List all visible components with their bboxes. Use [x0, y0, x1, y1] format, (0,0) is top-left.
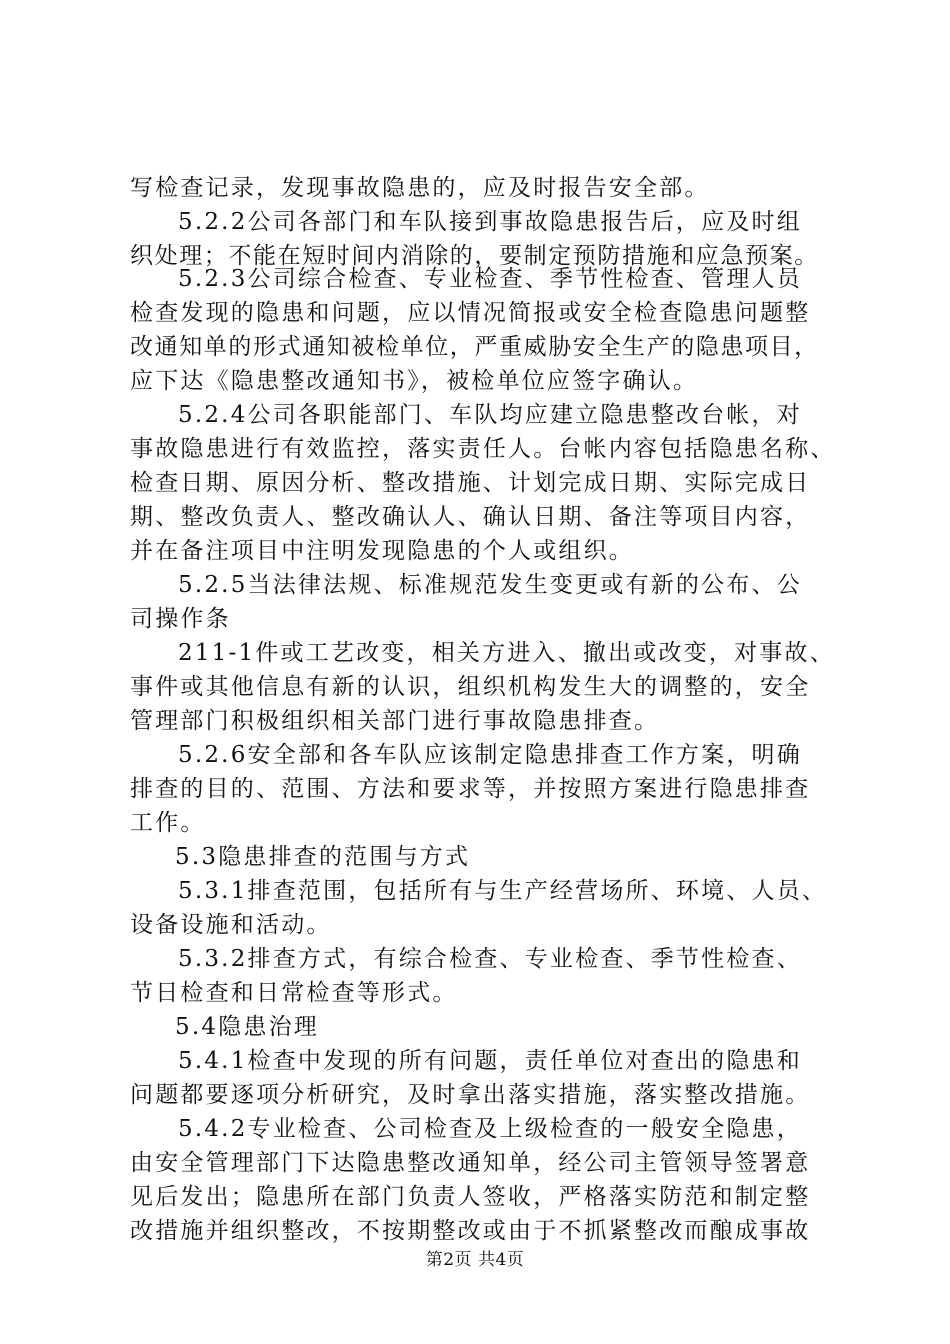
text-line: 问题都要逐项分析研究，及时拿出落实措施，落实整改措施。 — [130, 1082, 811, 1108]
text-line: 由安全管理部门下达隐患整改通知单，经公司主管领导签署意 — [130, 1150, 811, 1176]
text-line: 5.2.5当法律法规、标准规范发生变更或有新的公布、公 — [178, 572, 802, 598]
text-line: 5.3.2排查方式，有综合检查、专业检查、季节性检查、 — [178, 946, 802, 972]
page-number-footer: 第2页 共4页 — [425, 1250, 525, 1270]
text-line: 检查发现的隐患和问题，应以情况简报或安全检查隐患问题整 — [130, 300, 811, 326]
text-line: 见后发出；隐患所在部门负责人签收，严格落实防范和制定整 — [130, 1184, 811, 1210]
section-heading: 5.4隐患治理 — [175, 1014, 319, 1040]
text-line: 检查日期、原因分析、整改措施、计划完成日期、实际完成日 — [130, 470, 811, 496]
text-line: 5.2.3公司综合检查、专业检查、季节性检查、管理人员 — [178, 266, 802, 292]
text-line: 期、整改负责人、整改确认人、确认日期、备注等项目内容， — [130, 504, 811, 530]
text-line: 改措施并组织整改，不按期整改或由于不抓紧整改而酿成事故 — [130, 1218, 811, 1244]
text-line: 5.4.1检查中发现的所有问题，责任单位对查出的隐患和 — [178, 1048, 802, 1074]
text-line: 工作。 — [130, 810, 206, 836]
text-line: 5.3.1排查范围，包括所有与生产经营场所、环境、人员、 — [178, 878, 828, 904]
text-line: 织处理；不能在短时间内消除的，要制定预防措施和应急预案。 — [130, 243, 819, 269]
text-line: 事件或其他信息有新的认识，组织机构发生大的调整的，安全 — [130, 674, 811, 700]
text-line: 设备设施和活动。 — [130, 912, 332, 938]
text-line: 5.2.6安全部和各车队应该制定隐患排查工作方案，明确 — [178, 742, 802, 768]
text-line: 事故隐患进行有效监控，落实责任人。台帐内容包括隐患名称、 — [130, 436, 836, 462]
text-line: 5.2.4公司各职能部门、车队均应建立隐患整改台帐，对 — [178, 402, 802, 428]
text-line: 节日检查和日常检查等形式。 — [130, 980, 458, 1006]
text-line: 写检查记录，发现事故隐患的，应及时报告安全部。 — [130, 175, 710, 201]
text-line: 5.2.2公司各部门和车队接到事故隐患报告后，应及时组 — [178, 209, 802, 235]
text-line: 并在备注项目中注明发现隐患的个人或组织。 — [130, 538, 634, 564]
text-line: 司操作条 — [130, 606, 231, 632]
text-line: 排查的目的、范围、方法和要求等，并按照方案进行隐患排查 — [130, 776, 811, 802]
section-heading: 5.3隐患排查的范围与方式 — [175, 844, 471, 870]
text-line: 改通知单的形式通知被检单位，严重威胁安全生产的隐患项目， — [130, 334, 819, 360]
text-line: 211-1件或工艺改变，相关方进入、撤出或改变，对事故、 — [178, 640, 835, 666]
text-line: 应下达《隐患整改通知书》，被检单位应签字确认。 — [130, 368, 699, 394]
text-line: 5.4.2专业检查、公司检查及上级检查的一般安全隐患， — [178, 1116, 802, 1142]
text-line: 管理部门积极组织相关部门进行事故隐患排查。 — [130, 708, 660, 734]
